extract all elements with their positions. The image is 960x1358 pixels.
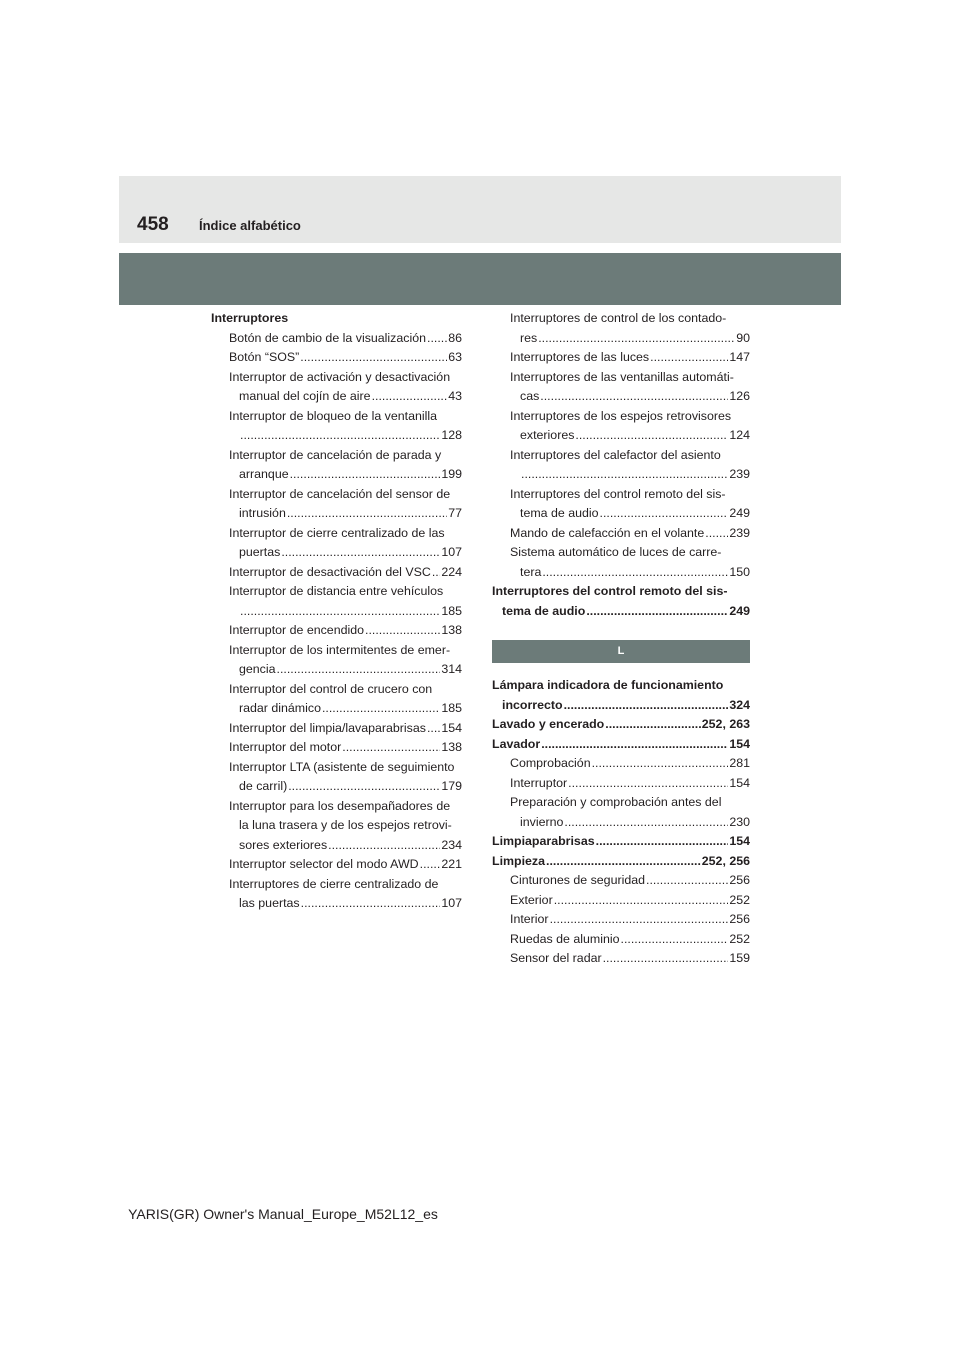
index-entry-text: Interruptor de distancia entre vehículos [229, 584, 444, 598]
index-entry-text: invierno [520, 814, 564, 829]
index-entry [492, 852, 750, 872]
page-number: 458 [137, 214, 169, 235]
index-entry [211, 348, 462, 368]
index-entry [211, 485, 462, 524]
index-entry [211, 621, 462, 641]
index-page-ref: 107 [441, 545, 462, 559]
index-entry [492, 309, 750, 348]
index-entry [492, 910, 750, 930]
index-entry-text: Interruptores del control remoto del sis- [492, 584, 728, 598]
index-entry-text: cas [520, 389, 540, 403]
dot-leader [600, 504, 729, 524]
index-entry-text: Interruptor de cierre centralizado de las [229, 525, 445, 540]
index-entry [492, 871, 750, 891]
index-entry-text: Sistema automático de luces de carre- [510, 545, 722, 559]
index-entry [492, 368, 750, 407]
index-entry [492, 891, 750, 911]
index-entry-text: Preparación y comprobación antes del [510, 795, 722, 809]
dot-leader [646, 871, 728, 891]
index-page-ref: 224 [441, 564, 462, 579]
index-entry [211, 407, 462, 446]
index-page-ref: 86 [448, 330, 462, 345]
index-entry [211, 855, 462, 875]
index-page-ref: 63 [448, 350, 462, 364]
index-entry [211, 329, 462, 349]
dot-leader [605, 715, 701, 735]
dot-leader [322, 699, 440, 719]
index-entry [211, 524, 462, 563]
dot-leader [288, 777, 440, 797]
index-entry-text: Exterior [510, 892, 553, 907]
dot-leader [538, 329, 735, 349]
index-entry-text: Interruptor [510, 775, 568, 790]
index-entry-text: Interruptor LTA (asistente de seguimiento [229, 759, 455, 774]
index-entry-text: Cinturones de seguridad [510, 873, 646, 887]
index-page-ref: 199 [441, 467, 462, 481]
index-entry [492, 949, 750, 969]
index-entry [492, 543, 750, 582]
index-entry-text: Interruptor de cancelación del sensor de [229, 486, 451, 501]
dot-leader [290, 465, 441, 485]
index-entry-text: Limpiaparabrisas [492, 834, 595, 848]
dot-leader [281, 543, 440, 563]
index-entry-text: Interruptor del control de crucero con [229, 681, 433, 696]
index-page-ref: 324 [729, 697, 750, 712]
index-entry [211, 368, 462, 407]
dot-leader [287, 504, 447, 524]
dot-leader [650, 348, 728, 368]
index-entry-text: Interruptor para los desempañadores de [229, 798, 451, 813]
index-page-ref: 281 [729, 756, 750, 770]
dot-leader [592, 754, 729, 774]
index-entry-text: las puertas [239, 896, 300, 910]
dot-leader [621, 930, 729, 950]
index-page-ref: 107 [441, 896, 462, 910]
index-entry [492, 715, 750, 735]
index-entry-text: incorrecto [502, 697, 563, 712]
dot-leader [705, 524, 728, 544]
index-entry [211, 875, 462, 914]
index-entry-text: Limpieza [492, 853, 546, 868]
index-page-ref: 185 [441, 603, 462, 618]
index-entry-text: Sensor del radar [510, 951, 602, 965]
index-entry [211, 738, 462, 758]
dot-leader [568, 774, 728, 794]
index-entry [492, 524, 750, 544]
index-entry-text: Interruptor de cancelación de parada y [229, 447, 442, 462]
index-page-ref: 252 [729, 931, 750, 946]
index-entry-text: Lavador [492, 736, 541, 751]
dot-leader [564, 813, 728, 833]
dot-leader [432, 563, 441, 583]
index-entry-text: radar dinámico [239, 701, 321, 715]
index-entry-text: Interruptores del control remoto del sis- [510, 486, 726, 501]
dot-leader [575, 426, 728, 446]
dot-leader [240, 602, 440, 622]
index-page-ref: 252 [729, 892, 750, 907]
dot-leader [564, 696, 729, 716]
index-entry-text: puertas [239, 545, 281, 559]
index-list-i-continued [492, 309, 750, 621]
index-page-ref: 128 [441, 428, 462, 442]
index-entry-text: Interruptores de cierre centralizado de [229, 876, 439, 891]
index-entry-text: Comprobación [510, 756, 591, 770]
dot-leader [427, 719, 440, 739]
dot-leader [300, 348, 447, 368]
index-page-ref: 154 [441, 720, 462, 735]
index-entry-text: intrusión [239, 506, 286, 520]
dot-leader [372, 387, 448, 407]
index-entry-text: Interruptores de control de los contado- [510, 311, 727, 325]
index-entry [492, 793, 750, 832]
index-column-left [211, 309, 462, 914]
dot-leader [554, 891, 729, 911]
index-entry [211, 446, 462, 485]
index-entry-text: Interruptores de los espejos retrovisores [510, 408, 732, 423]
dot-leader [277, 660, 441, 680]
index-entry-text: Interior [510, 912, 549, 926]
index-page-ref: 256 [729, 912, 750, 926]
index-page-ref: 154 [729, 736, 750, 751]
dot-leader [328, 836, 440, 856]
dot-leader [521, 465, 728, 485]
footer-text: YARIS(GR) Owner's Manual_Europe_M52L12_es [128, 1206, 438, 1222]
dot-leader [301, 894, 441, 914]
index-entry [492, 348, 750, 368]
index-page-ref: 154 [729, 834, 750, 848]
index-entry [492, 485, 750, 524]
section-title: Índice alfabético [199, 218, 301, 233]
index-entry-text: Lavado y encerado [492, 717, 605, 731]
index-entry-text: Ruedas de aluminio [510, 931, 620, 946]
index-entry [492, 832, 750, 852]
index-entry-text: Botón de cambio de la visualización [229, 330, 426, 345]
index-page-ref: 314 [441, 662, 462, 676]
index-entry-text: Interruptores de las luces [510, 350, 650, 364]
index-entry [211, 680, 462, 719]
index-page-ref: 43 [448, 389, 462, 403]
index-entry-text: Lámpara indicadora de funcionamiento [492, 678, 724, 692]
footer [0, 1206, 960, 1222]
dot-leader [550, 910, 729, 930]
index-page-ref: 154 [729, 775, 750, 790]
index-entry-text: gencia [239, 662, 276, 676]
index-entry [211, 309, 462, 329]
index-entry [492, 930, 750, 950]
index-page-ref: 249 [729, 506, 750, 520]
index-entry [211, 797, 462, 856]
dot-leader [365, 621, 440, 641]
index-entry-text: Interruptor selector del modo AWD [229, 857, 419, 871]
index-entry-text: Interruptor del motor [229, 740, 342, 754]
dot-leader [603, 949, 729, 969]
index-column-right [492, 309, 750, 969]
index-page-ref: 230 [729, 814, 750, 829]
index-page-ref: 159 [729, 951, 750, 965]
index-entry-text: Interruptores de las ventanillas automáti- [510, 369, 734, 384]
index-entry-text: res [520, 330, 538, 345]
index-list-l [492, 676, 750, 969]
dot-leader [240, 426, 440, 446]
index-entry [492, 407, 750, 446]
index-entry [492, 735, 750, 755]
index-entry [492, 754, 750, 774]
dot-leader [540, 387, 728, 407]
index-entry-text: Interruptor de bloqueo de la ventanilla [229, 408, 438, 423]
index-entry-text: tema de audio [502, 603, 586, 618]
index-page-ref: 147 [729, 350, 750, 364]
index-page-ref: 126 [729, 389, 750, 403]
index-entry-text: Interruptor de activación y desactivación [229, 369, 451, 384]
index-entry-text: exteriores [520, 428, 575, 442]
dot-leader [586, 602, 728, 622]
dot-leader [541, 735, 728, 755]
index-entry-text: Interruptores del calefactor del asiento [510, 447, 721, 462]
index-entry-text: Interruptores [211, 311, 289, 325]
index-page-ref: 179 [441, 779, 462, 793]
index-entry [211, 641, 462, 680]
index-entry-text: sores exteriores [239, 837, 328, 852]
index-page-ref: 185 [441, 701, 462, 715]
index-entry-text: Interruptor de encendido [229, 623, 365, 637]
index-entry-text: Interruptor de desactivación del VSC [229, 564, 431, 579]
index-entry-text: tera [520, 564, 542, 579]
index-page-ref: 239 [729, 525, 750, 540]
index-entry-text: manual del cojín de aire [239, 389, 371, 403]
index-page-ref: 249 [729, 603, 750, 618]
dot-leader [546, 852, 701, 872]
index-entry [492, 676, 750, 715]
dot-leader [542, 563, 728, 583]
index-entry-text: la luna trasera y de los espejos retrovi- [239, 818, 452, 832]
index-entry [492, 582, 750, 621]
index-entry-text: Botón “SOS” [229, 350, 300, 364]
index-entry [211, 719, 462, 739]
index-page-ref: 256 [729, 873, 750, 887]
index-entry-text: de carril) [239, 779, 288, 793]
index-page-ref: 234 [441, 837, 462, 852]
dot-leader [596, 832, 729, 852]
index-entry [211, 758, 462, 797]
index-entry-text: Interruptor de los intermitentes de emer- [229, 642, 451, 657]
index-page-ref: 252, 256 [701, 853, 750, 868]
index-entry [492, 774, 750, 794]
letter-section-header: L [492, 640, 750, 663]
index-entry-text: tema de audio [520, 506, 599, 520]
index-page-ref: 138 [441, 623, 462, 637]
dot-leader [427, 329, 447, 349]
index-page-ref: 138 [441, 740, 462, 754]
index-page-ref: 239 [729, 467, 750, 481]
index-page-ref: 252, 263 [701, 717, 750, 731]
index-entry [492, 446, 750, 485]
index-entry-text: Mando de calefacción en el volante [510, 525, 705, 540]
index-page-ref: 150 [729, 564, 750, 579]
index-entry [211, 563, 462, 583]
index-entry-text: Interruptor del limpia/lavaparabrisas [229, 720, 426, 735]
index-page-ref: 124 [729, 428, 750, 442]
index-page-ref: 90 [736, 330, 750, 345]
dot-leader [420, 855, 441, 875]
header-dark-band [119, 253, 841, 305]
index-page-ref: 77 [448, 506, 462, 520]
index-entry [211, 582, 462, 621]
index-page-ref: 221 [441, 857, 462, 871]
dot-leader [342, 738, 440, 758]
index-entry-text: arranque [239, 467, 289, 481]
